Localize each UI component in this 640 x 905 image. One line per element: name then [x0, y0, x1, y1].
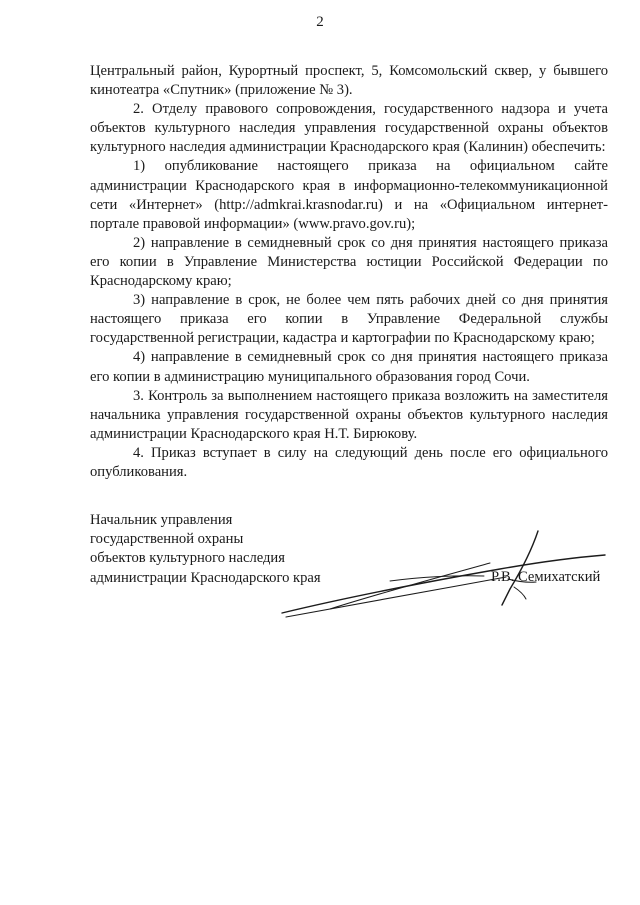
paragraph-item-4: 4. Приказ вступает в силу на следующий день после его официального опубликования.: [90, 444, 608, 480]
page-number: 2: [316, 14, 324, 30]
paragraph-item-3: 3. Контроль за выполнением настоящего приказа возложить на заместителя начальника управления государственной охраны объектов культурного наследия администрации Краснодарского края Н.Т. Бирюкову.: [90, 387, 608, 442]
paragraph-subitem-3: 3) направление в срок, не более чем пять рабочих дней со дня принятия настоящего приказа его копии в Управление Федеральной службы государственной регистрации, кадастра и картографии по Краснодарскому краю;: [90, 292, 608, 347]
signer-name: Р.В. Семихатский: [491, 569, 601, 585]
paragraph-subitem-4: 4) направление в семидневный срок со дня принятия настоящего приказа его копии в администрацию муниципального образования город Сочи.: [90, 349, 608, 385]
paragraph-subitem-2: 2) направление в семидневный срок со дня принятия настоящего приказа его копии в Управление Министерства юстиции Российской Федерации по Краснодарскому краю;: [90, 234, 608, 290]
document-body: [90, 62, 608, 482]
paragraph-item-2: 2. Отделу правового сопровождения, государственного надзора и учета объектов культурного наследия управления государственной охраны объектов культурного наследия администрации Краснодарского края (Калинин) обеспечить:: [90, 101, 608, 156]
signature-block: [90, 511, 608, 588]
signer-position-line: государственной охраны: [90, 531, 244, 548]
signer-position-line: администрации Краснодарского края: [90, 569, 321, 586]
signer-position-line: Начальник управления: [90, 512, 233, 528]
paragraph-subitem-1: 1) опубликование настоящего приказа на официальном сайте администрации Краснодарского края в информационно-телекоммуникационной сети «Интернет» (http://admkrai.krasnodar.ru) и на «Официальном интернет-портале правовой информации» (www.pravo.gov.ru);: [90, 158, 608, 232]
paragraph-address-continuation: Центральный район, Курортный проспект, 5, Комсомольский сквер, у бывшего кинотеатра «Спутник» (приложение № 3).: [90, 63, 608, 99]
signer-position-line: объектов культурного наследия: [90, 550, 285, 567]
